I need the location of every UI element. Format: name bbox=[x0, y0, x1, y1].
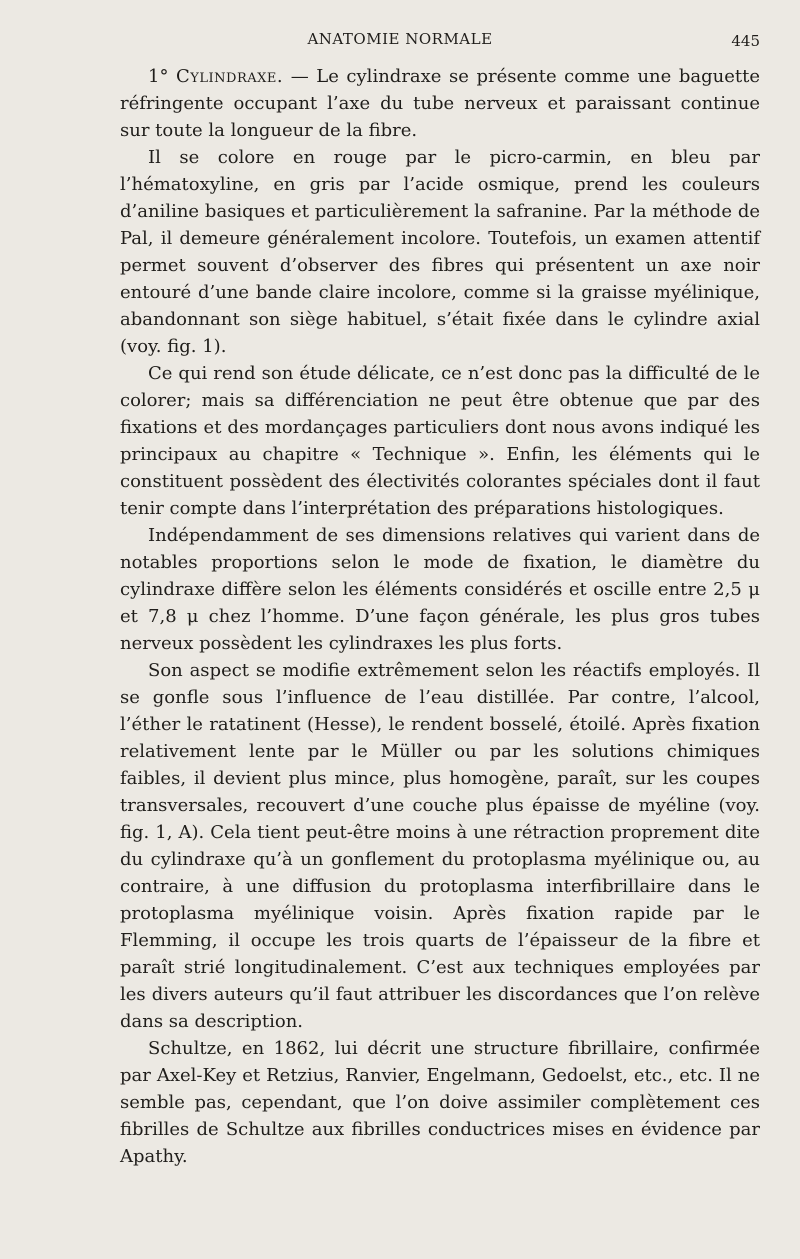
page-header bbox=[0, 30, 800, 54]
paragraph-1 bbox=[120, 63, 760, 144]
page-number: 445 bbox=[731, 32, 760, 50]
section-heading: Cylindraxe. bbox=[176, 66, 284, 87]
running-title: ANATOMIE NORMALE bbox=[307, 30, 493, 48]
section-number: 1° bbox=[148, 66, 169, 87]
body-text bbox=[120, 63, 760, 1170]
paragraph-2: Il se colore en rouge par le picro-carmin, en bleu par l’hématoxyline, en gris par l’acide osmique, prend les couleurs d’aniline basiques et particulièrement la safranine. Par la méthode de Pal, il demeure généralement incolore. Toutefois, un examen attentif permet souvent d’observer des fibres qui présentent un axe noir entouré d’une bande claire incolore, comme si la graisse myélinique, abandonnant son siège habituel, s’était fixée dans le cylindre axial (voy. fig. 1). bbox=[120, 147, 760, 357]
paragraph-3: Ce qui rend son étude délicate, ce n’est donc pas la difficulté de le colorer; mais sa différenciation ne peut être obtenue que par des fixations et des mordançages particuliers dont nous avons indiqué les principaux au chapitre « Technique ». Enfin, les éléments qui le constituent possèdent des électivités colorantes spéciales dont il faut tenir compte dans l’interprétation des préparations histologiques. bbox=[120, 363, 760, 519]
paragraph-1-text: Le cylindraxe se présente comme une baguette réfringente occupant l’axe du tube nerveux et paraissant continue sur toute la longueur de la fibre. bbox=[120, 66, 760, 141]
paragraph-6: Schultze, en 1862, lui décrit une structure fibrillaire, confirmée par Axel-Key et Retzius, Ranvier, Engelmann, Gedoelst, etc., etc. Il ne semble pas, cependant, que l’on doive assimiler complètement ces fibrilles de Schultze aux fibrilles conductrices mises en évidence par Apathy. bbox=[120, 1038, 760, 1167]
paragraph-5: Son aspect se modifie extrêmement selon les réactifs employés. Il se gonfle sous l’influence de l’eau distillée. Par contre, l’alcool, l’éther le ratatinent (Hesse), le rendent bosselé, étoilé. Après fixation relativement lente par le Müller ou par les solutions chimiques faibles, il devient plus mince, plus homogène, paraît, sur les coupes transversales, recouvert d’une couche plus épaisse de myéline (voy. fig. 1, A). Cela tient peut-être moins à une rétraction proprement dite du cylindraxe qu’à un gonflement du protoplasma myélinique ou, au contraire, à une diffusion du protoplasma interfibrillaire dans le protoplasma myélinique voisin. Après fixation rapide par le Flemming, il occupe les trois quarts de l’épaisseur de la fibre et paraît strié longitudinalement. C’est aux techniques employées par les divers auteurs qu’il faut attribuer les discordances que l’on relève dans sa description. bbox=[120, 660, 760, 1032]
section-dash: — bbox=[290, 66, 309, 87]
paragraph-4: Indépendamment de ses dimensions relatives qui varient dans de notables proportions selon le mode de fixation, le diamètre du cylindraxe diffère selon les éléments considérés et oscille entre 2,5 μ et 7,8 μ chez l’homme. D’une façon générale, les plus gros tubes nerveux possèdent les cylindraxes les plus forts. bbox=[120, 525, 760, 654]
